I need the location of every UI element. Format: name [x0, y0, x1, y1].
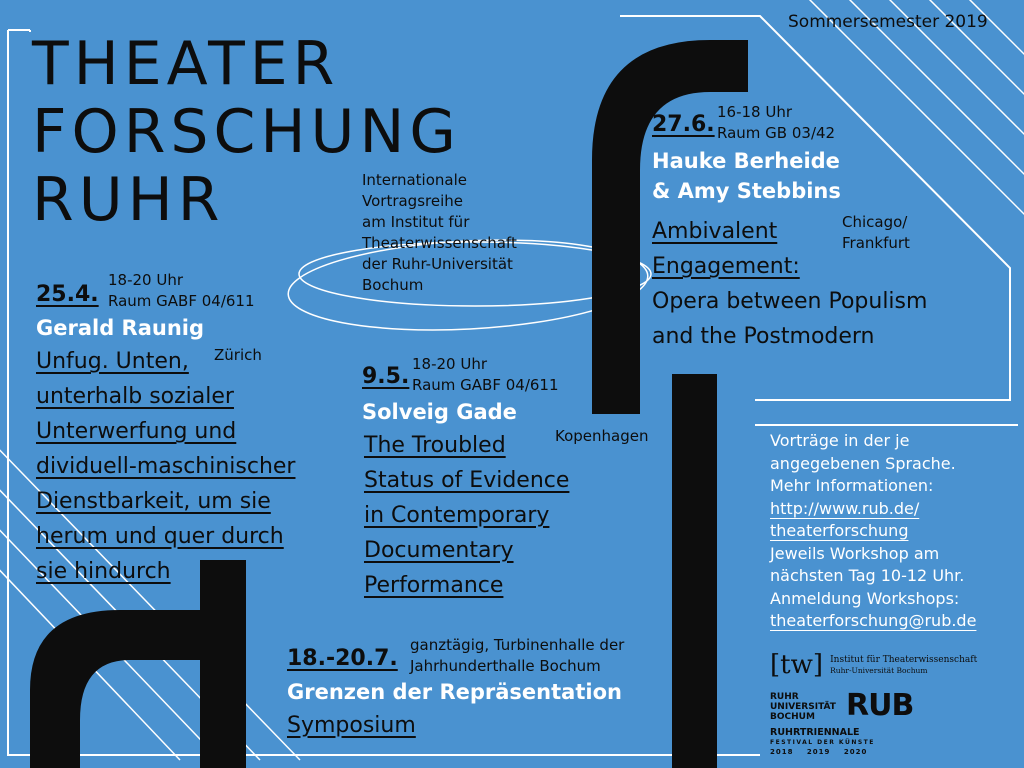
event-3-date: 27.6. [652, 112, 715, 137]
event-1-title-line: Unterwerfung und [36, 419, 237, 444]
event-2-city: Kopenhagen [555, 427, 649, 445]
event-2-date: 9.5. [362, 364, 410, 389]
symposium-detail-line: ganztägig, Turbinenhalle der [410, 636, 625, 654]
rub-logo-text [770, 692, 836, 722]
series-line: Theaterwissenschaft [362, 234, 517, 252]
title-line-2: FORSCHUNG [32, 97, 461, 167]
event-2-title-line: Performance [364, 573, 504, 598]
title-line-1: THEATER [32, 29, 340, 99]
event-2-time: 18-20 Uhr [412, 355, 488, 373]
event-1-title-line: Dienstbarkeit, um sie [36, 489, 271, 514]
event-2-title-line: The Troubled [364, 433, 506, 458]
event-3-speaker [652, 146, 841, 206]
triennale-name: RUHRTRIENNALE [770, 727, 860, 738]
event-2-meta [412, 354, 559, 396]
symposium-title: Grenzen der Repräsentation [287, 680, 622, 704]
series-line: Internationale [362, 171, 467, 189]
event-3-title-line: Ambivalent [652, 219, 778, 244]
symposium-subtitle: Symposium [287, 713, 416, 738]
website-link[interactable]: http://www.rub.de/ [770, 498, 920, 518]
event-2-title-line: Documentary [364, 538, 514, 563]
event-1-title-line: unterhalb sozialer [36, 384, 234, 409]
series-description [362, 170, 517, 296]
event-1-time: 18-20 Uhr [108, 271, 184, 289]
email-link[interactable]: theaterforschung@rub.de [770, 611, 977, 630]
title-line-3: RUHR [32, 165, 225, 235]
symposium-detail-line: Jahrhunderthalle Bochum [410, 657, 601, 675]
info-line: Mehr Informationen: [770, 476, 934, 495]
tw-mark: [tw] [770, 650, 823, 680]
event-1-room: Raum GABF 04/611 [108, 292, 255, 310]
event-3-title-line: and the Postmodern [652, 324, 875, 349]
ruhrtriennale-logo [770, 728, 875, 757]
rub-line: UNIVERSITÄT [770, 702, 836, 712]
event-1-title [36, 344, 295, 589]
semester-label: Sommersemester 2019 [788, 12, 988, 32]
rub-line: BOCHUM [770, 712, 815, 722]
rub-mark: RUB [846, 688, 914, 723]
event-3-title-line: Engagement: [652, 254, 800, 279]
event-2-title-line: Status of Evidence [364, 468, 570, 493]
series-line: am Institut für [362, 213, 470, 231]
event-3-title-line: Opera between Populism [652, 289, 928, 314]
event-1-speaker: Gerald Raunig [36, 316, 205, 340]
website-link-continued[interactable]: theaterforschung [770, 521, 909, 540]
info-line: Anmeldung Workshops: [770, 588, 960, 608]
info-line: Jeweils Workshop am [770, 543, 940, 563]
series-line: der Ruhr-Universität [362, 255, 513, 273]
event-1-title-line: dividuell-maschinischer [36, 454, 296, 479]
event-1-date: 25.4. [36, 282, 99, 307]
event-3-city-line: Frankfurt [842, 234, 910, 252]
series-line: Bochum [362, 276, 424, 294]
symposium-date: 18.-20.7. [287, 646, 398, 671]
rub-line: RUHR [770, 692, 799, 702]
event-3-room: Raum GB 03/42 [717, 124, 836, 142]
tw-subname: Ruhr-Universität Bochum [830, 666, 928, 675]
info-line: angegebenen Sprache. [770, 453, 956, 473]
event-3-time: 16-18 Uhr [717, 103, 793, 121]
tw-logo [770, 650, 977, 680]
event-1-title-line: sie hindurch [36, 559, 171, 584]
event-1-meta [108, 270, 255, 312]
event-2-room: Raum GABF 04/611 [412, 376, 559, 394]
event-3-speaker-line: Hauke Berheide [652, 149, 840, 173]
info-line: Vorträge in der je [770, 431, 910, 450]
triennale-sub: FESTIVAL DER KÜNSTE [770, 739, 875, 746]
event-1-title-line: Unfug. Unten, [36, 349, 189, 374]
event-3-city-line: Chicago/ [842, 213, 908, 231]
info-line: nächsten Tag 10-12 Uhr. [770, 566, 965, 585]
event-3-meta [717, 102, 835, 144]
event-2-title [364, 428, 569, 603]
event-3-title [652, 214, 927, 354]
event-2-speaker: Solveig Gade [362, 400, 517, 424]
tw-name: Institut für Theaterwissenschaft [830, 655, 978, 665]
event-3-speaker-line: & Amy Stebbins [652, 179, 841, 203]
info-box [770, 430, 976, 633]
triennale-years: 2018 2019 2020 [770, 748, 868, 756]
event-2-title-line: in Contemporary [364, 503, 550, 528]
event-1-city: Zürich [214, 346, 262, 364]
series-line: Vortragsreihe [362, 192, 463, 210]
symposium-details [410, 635, 624, 677]
event-1-title-line: herum und quer durch [36, 524, 284, 549]
